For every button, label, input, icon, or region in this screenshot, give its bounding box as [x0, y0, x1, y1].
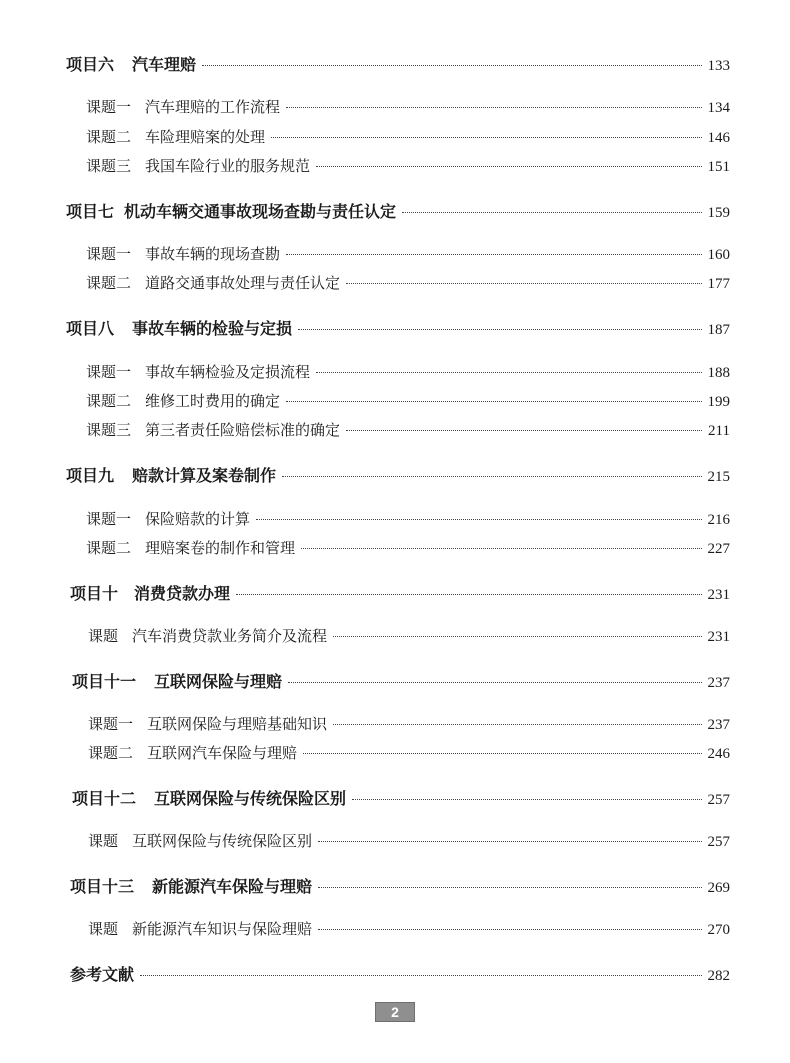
toc-lesson-row	[86, 390, 730, 411]
toc-entry-number: 课题一	[88, 715, 134, 733]
toc-entry-page: 133	[707, 58, 730, 74]
toc-entry-number: 课题二	[88, 744, 134, 762]
toc-entry-page: 282	[707, 968, 730, 984]
toc-dot-leader	[402, 212, 701, 213]
toc-dot-leader	[282, 476, 701, 477]
toc-dot-leader	[271, 137, 701, 138]
toc-dot-leader	[346, 283, 701, 284]
toc-entry-number: 项目十一	[72, 672, 137, 691]
toc-chapter-row	[66, 316, 730, 339]
toc-entry-page: 237	[707, 717, 730, 733]
toc-entry-page: 211	[708, 423, 730, 439]
toc-lesson-row	[88, 918, 730, 939]
toc-entry-number: 课题一	[86, 510, 132, 528]
toc-entry-title: 保险赔款的计算	[145, 510, 251, 528]
toc-dot-leader	[286, 254, 701, 255]
toc-entry-page: 159	[707, 205, 730, 221]
toc-lesson-row	[88, 830, 730, 851]
toc-entry-number: 课题一	[86, 98, 132, 116]
toc-chapter-row	[70, 581, 730, 604]
toc-entry-title: 汽车理赔的工作流程	[145, 98, 281, 116]
toc-chapter-row	[66, 52, 730, 75]
toc-entry-title: 我国车险行业的服务规范	[145, 157, 311, 175]
toc-entry-title: 道路交通事故处理与责任认定	[145, 274, 341, 292]
toc-entry-title: 汽车理赔	[132, 55, 197, 74]
toc-entry-title: 新能源汽车知识与保险理赔	[132, 920, 313, 938]
toc-entry-title: 车险理赔案的处理	[145, 128, 266, 146]
toc-lesson-row	[86, 419, 730, 440]
toc-entry-page: 237	[707, 675, 730, 691]
toc-entry-number: 项目九	[66, 466, 115, 485]
toc-chapter-row	[66, 199, 730, 222]
toc-entry-title: 汽车消费贷款业务简介及流程	[132, 627, 328, 645]
toc-entry-number: 课题	[88, 627, 119, 645]
toc-chapter-row	[70, 962, 730, 985]
toc-entry-title: 维修工时费用的确定	[145, 392, 281, 410]
toc-lesson-row	[86, 361, 730, 382]
toc-entry-page: 215	[707, 469, 730, 485]
toc-entry-page: 188	[707, 365, 730, 381]
toc-entry-page: 134	[707, 100, 730, 116]
toc-lesson-row	[88, 713, 730, 734]
toc-dot-leader	[333, 724, 701, 725]
toc-entry-number: 项目十	[70, 584, 119, 603]
toc-entry-number: 课题一	[86, 363, 132, 381]
toc-lesson-row	[86, 243, 730, 264]
toc-chapter-row	[70, 874, 730, 897]
toc-entry-page: 187	[707, 322, 730, 338]
toc-entry-title: 新能源汽车保险与理赔	[152, 877, 313, 896]
toc-dot-leader	[288, 682, 701, 683]
toc-entry-number: 课题三	[86, 421, 132, 439]
toc-entry-number: 课题二	[86, 392, 132, 410]
toc-entry-title: 事故车辆检验及定损流程	[145, 363, 311, 381]
toc-lesson-row	[86, 126, 730, 147]
toc-entry-title: 互联网保险与理赔基础知识	[147, 715, 328, 733]
toc-lesson-row	[88, 742, 730, 763]
toc-entry-number: 项目六	[66, 55, 115, 74]
toc-entry-title: 互联网保险与传统保险区别	[154, 789, 347, 808]
toc-entry-number: 课题二	[86, 539, 132, 557]
toc-entry-title: 消费贷款办理	[134, 584, 231, 603]
toc-dot-leader	[202, 65, 701, 66]
toc-entry-number: 项目十三	[70, 877, 135, 896]
toc-dot-leader	[301, 548, 701, 549]
toc-dot-leader	[140, 975, 701, 976]
toc-dot-leader	[256, 519, 701, 520]
toc-entry-title: 互联网汽车保险与理赔	[147, 744, 298, 762]
toc-dot-leader	[316, 372, 701, 373]
toc-entry-page: 269	[707, 880, 730, 896]
toc-entry-title: 事故车辆的现场查勘	[145, 245, 281, 263]
toc-entry-number: 项目七	[66, 202, 115, 221]
toc-dot-leader	[286, 401, 701, 402]
toc-entry-number: 课题	[88, 832, 119, 850]
toc-entry-number: 项目八	[66, 319, 115, 338]
toc-entry-number: 项目十二	[72, 789, 137, 808]
toc-lesson-row	[86, 155, 730, 176]
toc-entry-page: 146	[707, 130, 730, 146]
page-number-badge: 2	[375, 1002, 415, 1022]
toc-entry-number: 课题一	[86, 245, 132, 263]
toc-entry-title: 机动车辆交通事故现场查勘与责任认定	[124, 202, 397, 221]
toc-dot-leader	[303, 753, 701, 754]
toc-entry-page: 257	[707, 834, 730, 850]
toc-dot-leader	[352, 799, 701, 800]
toc-entry-title: 理赔案卷的制作和管理	[145, 539, 296, 557]
toc-dot-leader	[346, 430, 702, 431]
toc-dot-leader	[316, 166, 701, 167]
toc-entry-title: 第三者责任险赔偿标准的确定	[145, 421, 341, 439]
toc-entry-page: 231	[707, 587, 730, 603]
toc-lesson-row	[88, 625, 730, 646]
toc-entry-page: 246	[707, 746, 730, 762]
toc-entry-page: 160	[707, 247, 730, 263]
toc-entry-title: 事故车辆的检验与定损	[132, 319, 293, 338]
toc-entry-title: 互联网保险与理赔	[154, 672, 283, 691]
toc-dot-leader	[236, 594, 701, 595]
toc-dot-leader	[318, 841, 701, 842]
toc-lesson-row	[86, 272, 730, 293]
toc-lesson-row	[86, 508, 730, 529]
toc-entry-number: 课题三	[86, 157, 132, 175]
toc-entry-page: 257	[707, 792, 730, 808]
toc-entry-page: 231	[707, 629, 730, 645]
toc-dot-leader	[318, 887, 701, 888]
toc-entry-page: 177	[707, 276, 730, 292]
toc-entry-number: 课题二	[86, 128, 132, 146]
toc-lesson-row	[86, 537, 730, 558]
toc-entry-page: 151	[707, 159, 730, 175]
toc-entry-page: 270	[707, 922, 730, 938]
toc-entry-number: 课题二	[86, 274, 132, 292]
toc-dot-leader	[318, 929, 701, 930]
toc-entry-title: 参考文献	[70, 965, 135, 984]
toc-lesson-row	[86, 96, 730, 117]
toc-entry-title: 赔款计算及案卷制作	[132, 466, 277, 485]
toc-chapter-row	[72, 669, 730, 692]
toc-entry-page: 199	[707, 394, 730, 410]
toc-dot-leader	[333, 636, 701, 637]
toc-chapter-row	[72, 786, 730, 809]
toc-entry-page: 216	[707, 512, 730, 528]
toc-chapter-row	[66, 463, 730, 486]
toc-dot-leader	[298, 329, 701, 330]
toc-entry-title: 互联网保险与传统保险区别	[132, 832, 313, 850]
toc-entry-number: 课题	[88, 920, 119, 938]
toc-dot-leader	[286, 107, 701, 108]
toc-entry-page: 227	[707, 541, 730, 557]
